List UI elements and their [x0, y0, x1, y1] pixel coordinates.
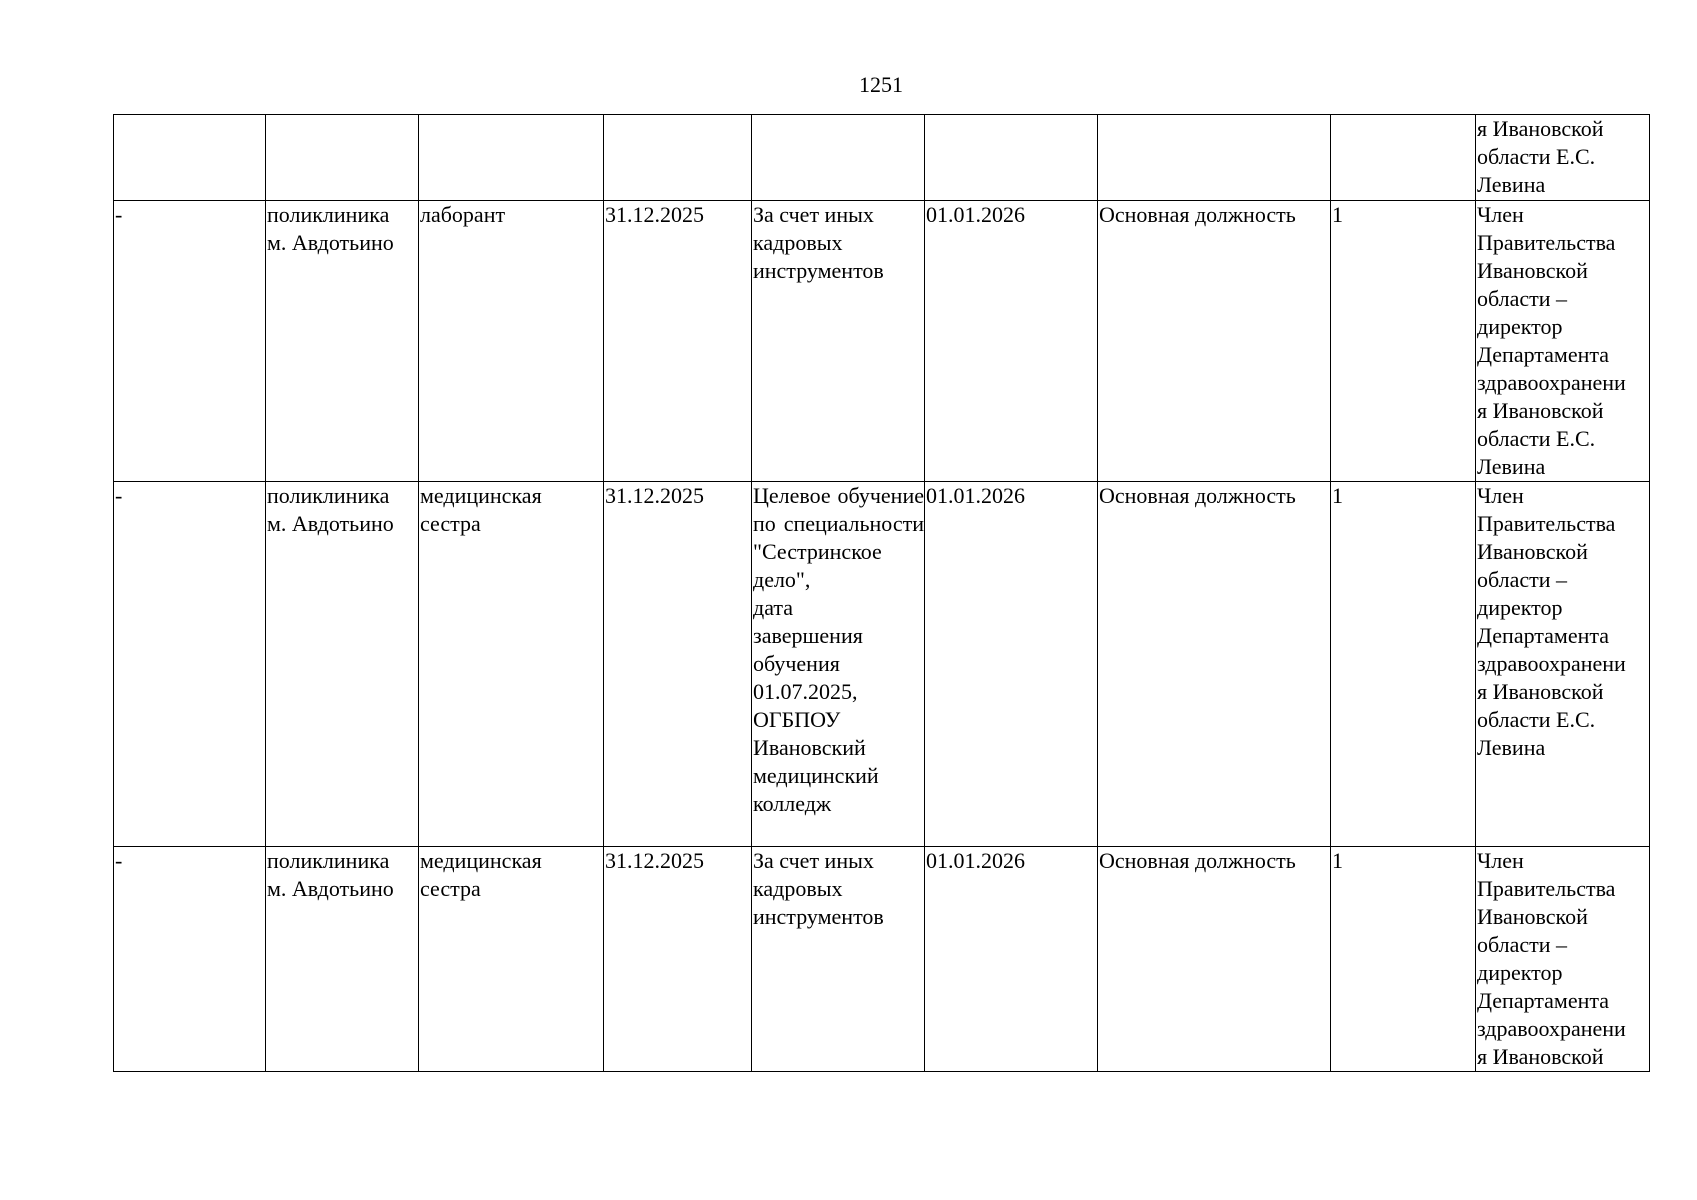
- source-cell: За счет иных кадровых инструментов: [752, 201, 925, 482]
- table-cell: [1331, 115, 1476, 201]
- deadline-cell: 31.12.2025: [604, 847, 752, 1072]
- quantity-cell: 1: [1331, 201, 1476, 482]
- start-date-cell: 01.01.2026: [925, 847, 1098, 1072]
- table-row: [114, 847, 1650, 1072]
- approver-cell: Член Правительства Ивановской области – директор Департамента здравоохранени я Ивановской области Е.С. Левина: [1476, 201, 1650, 482]
- deadline-cell: 31.12.2025: [604, 201, 752, 482]
- table-cell: [1098, 115, 1331, 201]
- start-date-cell: 01.01.2026: [925, 201, 1098, 482]
- approver-cell: я Ивановской области Е.С. Левина: [1476, 115, 1650, 201]
- position-cell: медицинская сестра: [419, 847, 604, 1072]
- position-type-cell: Основная должность: [1098, 847, 1331, 1072]
- table-row: [114, 115, 1650, 201]
- table-row: [114, 482, 1650, 847]
- department-cell: поликлиника м. Авдотьино: [266, 847, 419, 1072]
- source-cell: За счет иных кадровых инструментов: [752, 847, 925, 1072]
- table-cell: [752, 115, 925, 201]
- start-date-cell: 01.01.2026: [925, 482, 1098, 847]
- row-number-cell: -: [114, 201, 266, 482]
- source-cell: Целевое обучение по специальности "Сестринское дело", дата завершения обучения 01.07.2025, ОГБПОУ Ивановский медицинский колледж: [752, 482, 925, 847]
- approver-cell: Член Правительства Ивановской области – директор Департамента здравоохранени я Ивановской области Е.С. Левина: [1476, 482, 1650, 847]
- department-cell: поликлиника м. Авдотьино: [266, 201, 419, 482]
- quantity-cell: 1: [1331, 482, 1476, 847]
- table-row: [114, 201, 1650, 482]
- deadline-cell: 31.12.2025: [604, 482, 752, 847]
- table-cell: [925, 115, 1098, 201]
- department-cell: поликлиника м. Авдотьино: [266, 482, 419, 847]
- staffing-table: [113, 114, 1650, 1072]
- row-number-cell: -: [114, 482, 266, 847]
- row-number-cell: -: [114, 847, 266, 1072]
- table-cell: [604, 115, 752, 201]
- approver-cell: Член Правительства Ивановской области – директор Департамента здравоохранени я Ивановской: [1476, 847, 1650, 1072]
- position-cell: лаборант: [419, 201, 604, 482]
- position-type-cell: Основная должность: [1098, 482, 1331, 847]
- page-number: 1251: [859, 72, 903, 97]
- table-cell: [419, 115, 604, 201]
- position-type-cell: Основная должность: [1098, 201, 1331, 482]
- table-cell: [114, 115, 266, 201]
- position-cell: медицинская сестра: [419, 482, 604, 847]
- table-cell: [266, 115, 419, 201]
- quantity-cell: 1: [1331, 847, 1476, 1072]
